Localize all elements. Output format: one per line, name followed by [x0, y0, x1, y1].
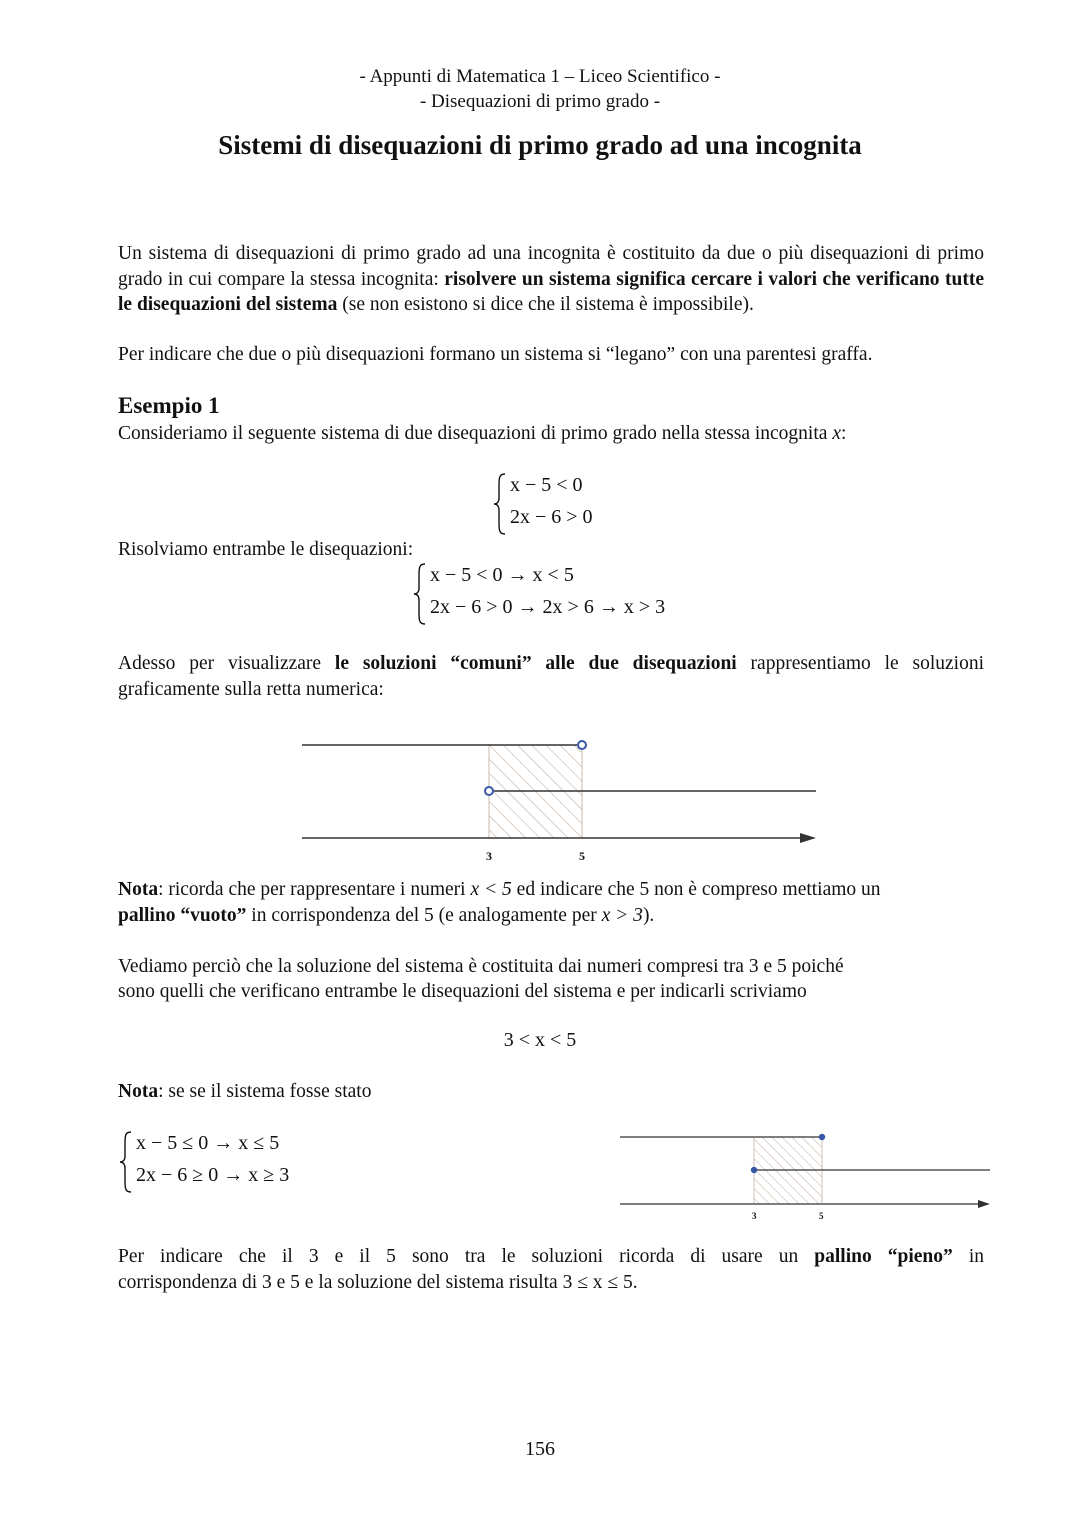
visualize-bold: le soluzioni “comuni” alle due disequazioni — [334, 653, 737, 674]
page-title: Sistemi di disequazioni di primo grado ad una incognita — [218, 130, 862, 160]
axis-arrow-icon — [978, 1200, 990, 1208]
number-line-graph-1 — [290, 730, 830, 870]
final-math: 3 ≤ x ≤ 5 — [562, 1272, 633, 1293]
open-dot-3 — [485, 787, 493, 795]
solution-expression: 3 < x < 5 — [503, 1029, 577, 1051]
intro-paragraph-2: Per indicare che due o più disequazioni formano un sistema si “legano” con una parentesi graffa. — [118, 344, 873, 365]
nota-1-text-a: : ricorda che per rappresentare i numeri — [158, 879, 471, 900]
tick-label-5-small: 5 — [819, 1211, 824, 1221]
conclusion-line-1: Vediamo perciò che la soluzione del sistema è costituita dai numeri compresi tra 3 e 5 poiché — [118, 956, 844, 977]
final-text-a: Per indicare che il 3 e il 5 sono tra le soluzioni ricorda di usare un — [118, 1246, 815, 1267]
nota-1-math-2: x > 3 — [601, 905, 643, 926]
nota-1-line-1 — [118, 877, 881, 902]
nota-1-text-c: in corrispondenza del 5 (e analogamente per — [246, 905, 602, 926]
tick-label-3: 3 — [486, 849, 492, 863]
example-intro-text: Consideriamo il seguente sistema di due disequazioni di primo grado nella stessa incognita — [118, 423, 833, 444]
example-intro-var: x — [832, 423, 841, 444]
visualize-paragraph — [118, 651, 984, 702]
filled-dot-5 — [819, 1134, 825, 1140]
brace-icon — [412, 562, 428, 626]
nota-2-text: : se se il sistema fosse stato — [158, 1081, 372, 1102]
nota-1-label: Nota — [118, 879, 159, 900]
solve-label: Risolviamo entrambe le disequazioni: — [118, 539, 414, 560]
example-intro-end: : — [840, 423, 847, 444]
system-2-eq-2: 2x − 6 > 0 → 2x > 6 → x > 3 — [430, 596, 666, 618]
conclusion-line-2: sono quelli che verificano entrambe le disequazioni del sistema e per indicarli scriviamo — [118, 981, 807, 1002]
nota-1-math-1: x < 5 — [470, 879, 512, 900]
intro-text-b: (se non esistono si dice che il sistema è impossibile). — [337, 294, 754, 315]
system-3-eq-1: x − 5 ≤ 0 → x ≤ 5 — [136, 1132, 280, 1154]
visualize-text-b: rappresentiamo le soluzioni graficamente sulla retta numerica: — [118, 653, 984, 700]
tick-label-3-small: 3 — [752, 1211, 757, 1221]
final-text-b: in — [952, 1246, 984, 1267]
system-3-eq-2: 2x − 6 ≥ 0 → x ≥ 3 — [136, 1164, 290, 1186]
intro-definition-bold: risolvere un sistema significa cercare i valori che verificano tutte le disequazioni del sistema — [118, 268, 984, 315]
example-heading: Esempio 1 — [118, 393, 220, 418]
page-number: 156 — [525, 1438, 555, 1460]
final-text-d: . — [632, 1272, 638, 1293]
intro-paragraph — [118, 241, 984, 318]
system-1-eq-2: 2x − 6 > 0 — [510, 506, 593, 528]
final-bold: pallino “pieno” — [814, 1246, 953, 1267]
intro-text-a: Un sistema di disequazioni di primo grado ad una incognita è costituito da due o più disequazioni di primo grado in cui compare la stessa incognita: — [118, 243, 984, 290]
brace-icon — [118, 1130, 134, 1194]
nota-1-text-b: ed indicare che 5 non è compreso mettiamo un — [511, 879, 881, 900]
system-1-eq-1: x − 5 < 0 — [510, 474, 583, 496]
open-dot-5 — [578, 741, 586, 749]
nota-2 — [118, 1079, 371, 1104]
visualize-text-a: Adesso per visualizzare — [118, 653, 335, 674]
header-line-2: - Disequazioni di primo grado - — [419, 91, 661, 112]
brace-icon — [492, 472, 508, 536]
final-line-1 — [118, 1244, 984, 1270]
nota-1-text-d: ). — [642, 905, 655, 926]
header-line-1: - Appunti di Matematica 1 – Liceo Scientifico - — [359, 66, 721, 87]
filled-dot-3 — [751, 1167, 757, 1173]
running-header — [0, 64, 1080, 114]
example-intro — [118, 421, 846, 446]
nota-1-bold: pallino “vuoto” — [118, 905, 247, 926]
final-text-c: corrispondenza di 3 e 5 e la soluzione del sistema risulta — [118, 1272, 563, 1293]
final-line-2 — [118, 1270, 638, 1295]
system-2-eq-1: x − 5 < 0 → x < 5 — [430, 564, 574, 586]
nota-1-line-2 — [118, 903, 654, 928]
tick-label-5: 5 — [579, 849, 585, 863]
number-line-graph-2 — [612, 1126, 996, 1216]
nota-2-label: Nota — [118, 1081, 159, 1102]
axis-arrow-icon — [800, 833, 816, 843]
